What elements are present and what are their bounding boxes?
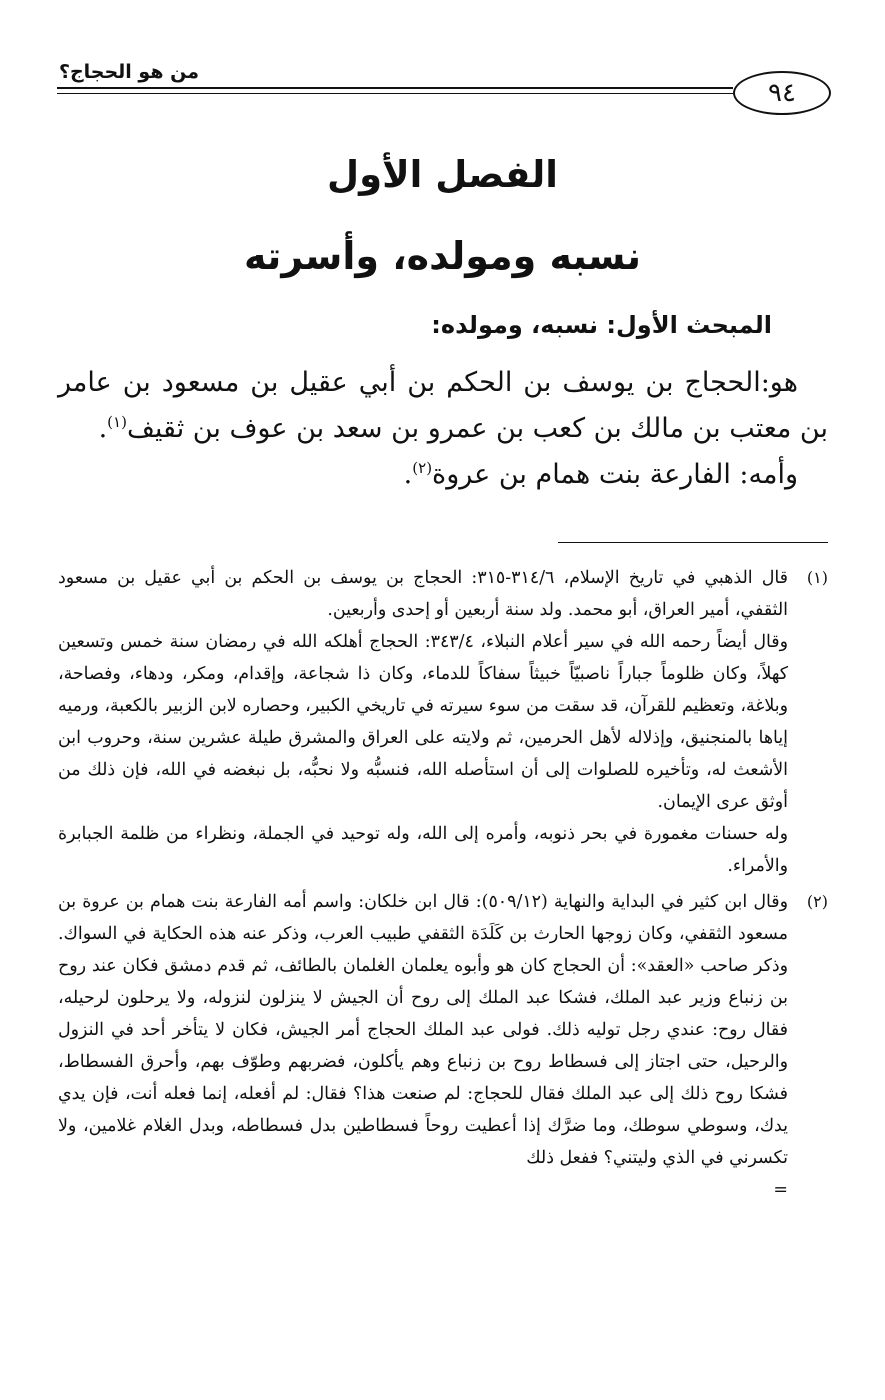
section-heading: المبحث الأول: نسبه، ومولده: xyxy=(431,311,772,339)
footnote-separator xyxy=(558,542,828,543)
footnote-1 xyxy=(58,562,828,882)
footnote-paragraph: وقال أيضاً رحمه الله في سير أعلام النبلاء، ٣٤٣/٤: الحجاج أهلكه الله في رمضان سنة خمس وتسعين كهلاً، وكان ظلوماً جباراً ناصبيّاً خبيثاً سفاكاً للدماء، وكان ذا شجاعة، وإقدام، ومكر، ودهاء، وفصاحة، وبلاغة، وتعظيم للقرآن، قد سقت من سوء سيرته في تاريخي الكبير، وحصاره لابن الزبير بالكعبة، ورميه إياها بالمنجنيق، وإذلاله لأهل الحرمين، ثم ولايته على العراق والمشرق طيلة عشرين سنة، وحروب ابن الأشعث له، وتأخيره للصلوات إلى أن استأصله الله، فنسبُّه ولا نحبُّه، بل نبغضه في الله، فإن ذلك من أوثق عرى الإيمان. xyxy=(58,632,788,812)
footnote-ref-1[interactable]: (١) xyxy=(107,413,127,431)
footnote-number: (٢) xyxy=(806,892,828,911)
footnotes xyxy=(58,562,828,1210)
header-rule xyxy=(57,87,733,89)
header-rule-thin xyxy=(57,93,733,94)
footnote-number: (١) xyxy=(806,568,828,587)
main-text xyxy=(58,360,828,498)
lineage-text: هو:الحجاج بن يوسف بن الحكم بن أبي عقيل بن مسعود بن عامر بن معتب بن مالك بن كعب بن عمرو بن سعد بن عوف بن ثقيف xyxy=(58,367,828,444)
page-number-badge xyxy=(733,71,831,115)
continuation-mark: = xyxy=(773,1180,788,1200)
footnote-2 xyxy=(58,886,828,1206)
chapter-title: الفصل الأول xyxy=(327,153,558,196)
lineage-end: . xyxy=(98,413,108,444)
footnote-paragraph: وله حسنات مغمورة في بحر ذنوبه، وأمره إلى الله، وله توحيد في الجملة، ونظراء من ظلمة الجبابرة والأمراء. xyxy=(58,824,788,876)
mother-end: . xyxy=(403,459,413,490)
mother-text: وأمه: الفارعة بنت همام بن عروة xyxy=(432,459,798,490)
footnote-paragraph: قال الذهبي في تاريخ الإسلام، ٣١٤/٦-٣١٥: الحجاج بن يوسف بن الحكم بن أبي عقيل بن مسعود الثقفي، أمير العراق، أبو محمد. ولد سنة أربعين أو إحدى وأربعين. xyxy=(58,568,788,620)
lineage-paragraph xyxy=(58,360,828,452)
page-number: ٩٤ xyxy=(768,78,796,108)
footnote-paragraph: وقال ابن كثير في البداية والنهاية (٥٠٩/١٢): قال ابن خلكان: واسم أمه الفارعة بنت همام بن عروة بن مسعود الثقفي، وكان زوجها الحارث بن كَلَدَة الثقفي طبيب العرب، وذكر عنه هذه الحكاية في السواك. وذكر صاحب «العقد»: أن الحجاج كان هو وأبوه يعلمان الغلمان بالطائف، ثم قدم دمشق فكان عند روح بن زنباع وزير عبد الملك، فشكا عبد الملك إلى روح أن الجيش لا ينزلون لنزوله، ولا يرحلون لرحيله، فقال روح: عندي رجل توليه ذلك. فولى عبد الملك الحجاج أمر الجيش، فكان لا يتأخر أحد في النزول والرحيل، حتى اجتاز إلى فسطاط روح بن زنباع وهم يأكلون، فضربهم وطوّف بهم، وأحرق الفسطاط، فشكا روح ذلك إلى عبد الملك فقال للحجاج: لم صنعت هذا؟ فقال: لم أفعله، إنما فعله أنت، فإن يدي يدك، وسوطي سوطك، وما ضرَّك إذا أعطيت روحاً فسطاطين بدل فسطاطه، وبدل الغلام غلامين، ولا تكسرني في الذي وليتني؟ ففعل ذلك xyxy=(58,892,788,1168)
mother-paragraph xyxy=(58,452,828,498)
footnote-ref-2[interactable]: (٢) xyxy=(412,459,433,477)
running-header-title: من هو الحجاج؟ xyxy=(58,61,199,83)
chapter-subtitle: نسبه ومولده، وأسرته xyxy=(244,234,641,278)
